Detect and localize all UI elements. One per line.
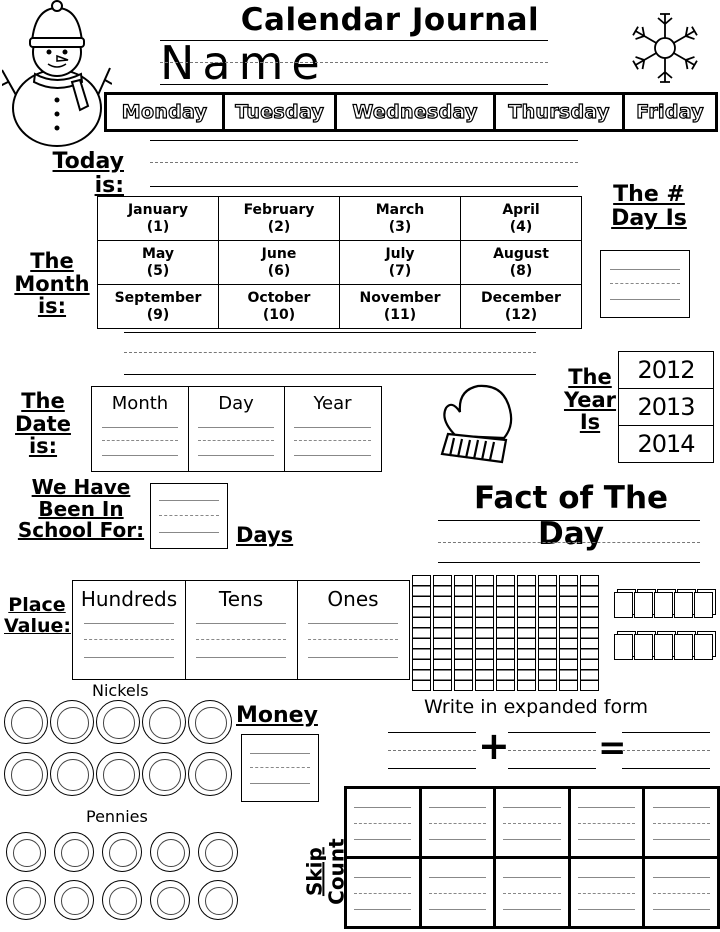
month-name: May bbox=[141, 246, 175, 263]
month-name: December bbox=[481, 290, 561, 307]
plus-sign: + bbox=[478, 724, 510, 768]
nickels-coins bbox=[4, 700, 236, 800]
skip-count-cell[interactable] bbox=[644, 858, 719, 928]
month-cell[interactable] bbox=[461, 241, 582, 285]
skip-count-cell[interactable] bbox=[569, 788, 644, 858]
weekday-monday[interactable]: Monday bbox=[107, 95, 225, 129]
weekday-bar bbox=[104, 92, 718, 132]
date-day-cell[interactable] bbox=[188, 387, 285, 471]
ones-cell[interactable] bbox=[297, 581, 409, 679]
month-cell[interactable] bbox=[219, 197, 340, 241]
month-name: April bbox=[502, 202, 540, 219]
tens-rods bbox=[412, 575, 612, 695]
month-name: March bbox=[375, 202, 425, 219]
weekday-wednesday[interactable]: Wednesday bbox=[337, 95, 495, 129]
date-year-header: Year bbox=[313, 393, 352, 414]
skip-count-cell[interactable] bbox=[495, 788, 570, 858]
days-label: Days bbox=[236, 523, 294, 547]
page-title: Calendar Journal bbox=[240, 2, 540, 38]
number-day-box[interactable] bbox=[600, 250, 690, 318]
month-cell[interactable] bbox=[340, 285, 461, 329]
month-number: (6) bbox=[267, 262, 291, 279]
snowman-illustration bbox=[2, 0, 112, 150]
month-number: (12) bbox=[504, 306, 538, 323]
month-number: (10) bbox=[262, 306, 296, 323]
school-days-label bbox=[14, 477, 148, 542]
year-label bbox=[560, 366, 620, 434]
month-label-line3: is: bbox=[37, 294, 67, 319]
month-name: September bbox=[114, 290, 202, 307]
ones-header: Ones bbox=[327, 587, 379, 611]
year-label-line3: Is bbox=[579, 410, 601, 435]
month-name: August bbox=[493, 246, 549, 263]
month-name: November bbox=[359, 290, 441, 307]
tens-cell[interactable] bbox=[185, 581, 298, 679]
month-cell[interactable] bbox=[340, 197, 461, 241]
number-day-label bbox=[604, 183, 694, 231]
month-cell[interactable] bbox=[219, 241, 340, 285]
skip-count-cell[interactable] bbox=[644, 788, 719, 858]
money-label: Money bbox=[236, 703, 318, 728]
date-day-header: Day bbox=[218, 393, 254, 414]
school-days-label-line2: Been In bbox=[38, 496, 124, 521]
month-cell[interactable] bbox=[461, 197, 582, 241]
date-year-cell[interactable] bbox=[284, 387, 381, 471]
month-number: (8) bbox=[509, 262, 533, 279]
month-number: (2) bbox=[267, 218, 291, 235]
month-label bbox=[14, 250, 90, 318]
skip-count-cell[interactable] bbox=[569, 858, 644, 928]
skip-count-cell[interactable] bbox=[420, 858, 495, 928]
month-table bbox=[97, 196, 582, 329]
pennies-label: Pennies bbox=[86, 807, 148, 826]
month-number: (11) bbox=[383, 306, 417, 323]
number-day-label-line2: Day Is bbox=[611, 205, 687, 231]
month-cell[interactable] bbox=[98, 241, 219, 285]
weekday-thursday[interactable]: Thursday bbox=[496, 95, 626, 129]
date-box bbox=[91, 386, 382, 472]
today-label-line1: Today bbox=[52, 149, 124, 174]
weekday-tuesday[interactable]: Tuesday bbox=[225, 95, 337, 129]
date-label-line3: is: bbox=[28, 434, 58, 459]
name-label: Name bbox=[160, 36, 328, 90]
fact-title: Fact of The Day bbox=[473, 480, 669, 552]
skip-count-cell[interactable] bbox=[420, 788, 495, 858]
place-value-label bbox=[4, 595, 70, 636]
date-month-header: Month bbox=[111, 393, 169, 414]
expanded-form-label: Write in expanded form bbox=[424, 696, 649, 718]
month-cell[interactable] bbox=[98, 197, 219, 241]
month-number: (7) bbox=[388, 262, 412, 279]
school-days-label-line1: We Have bbox=[31, 475, 131, 499]
date-label-line2: Date bbox=[15, 411, 71, 436]
school-days-box[interactable] bbox=[150, 483, 228, 549]
skip-count-cell[interactable] bbox=[346, 858, 421, 928]
month-label-line1: The bbox=[30, 249, 74, 273]
number-day-label-line1: The # bbox=[613, 182, 685, 207]
place-value-label-line2: Value: bbox=[4, 614, 72, 637]
money-box[interactable] bbox=[241, 734, 319, 802]
skip-count-cell[interactable] bbox=[346, 788, 421, 858]
place-value-box bbox=[72, 580, 410, 680]
month-name: October bbox=[247, 290, 311, 307]
month-cell[interactable] bbox=[219, 285, 340, 329]
today-label-line2: is: bbox=[94, 172, 124, 198]
month-number: (9) bbox=[146, 306, 170, 323]
year-option[interactable]: 2014 bbox=[619, 426, 714, 463]
hundreds-header: Hundreds bbox=[80, 587, 178, 611]
skip-count-label: Skip Count bbox=[302, 838, 348, 905]
snowflake-icon bbox=[622, 8, 708, 88]
school-days-label-line3: School For: bbox=[17, 518, 145, 543]
month-number: (5) bbox=[146, 262, 170, 279]
year-option[interactable]: 2012 bbox=[619, 352, 714, 389]
tens-header: Tens bbox=[218, 587, 264, 611]
hundreds-cell[interactable] bbox=[73, 581, 186, 679]
weekday-friday[interactable]: Friday bbox=[636, 101, 704, 123]
equals-sign: = bbox=[598, 728, 627, 768]
month-number: (3) bbox=[388, 218, 412, 235]
month-name: June bbox=[261, 246, 297, 263]
nickels-label: Nickels bbox=[92, 681, 149, 700]
skip-count-grid bbox=[344, 786, 720, 929]
date-label-line1: The bbox=[21, 389, 65, 413]
ones-cubes bbox=[614, 588, 718, 664]
month-cell[interactable] bbox=[98, 285, 219, 329]
year-option[interactable]: 2013 bbox=[619, 389, 714, 426]
skip-count-cell[interactable] bbox=[495, 858, 570, 928]
year-table bbox=[618, 351, 714, 463]
today-label bbox=[40, 150, 124, 198]
month-name: February bbox=[243, 202, 315, 219]
month-label-line2: Month bbox=[14, 271, 90, 296]
year-label-line1: The bbox=[568, 365, 612, 389]
month-number: (4) bbox=[509, 218, 533, 235]
pennies-coins bbox=[6, 832, 238, 924]
mitten-icon bbox=[434, 380, 524, 464]
year-label-line2: Year bbox=[563, 387, 617, 412]
date-month-cell[interactable] bbox=[92, 387, 189, 471]
date-label bbox=[12, 390, 74, 458]
month-cell[interactable] bbox=[340, 241, 461, 285]
month-cell[interactable] bbox=[461, 285, 582, 329]
place-value-label-line1: Place bbox=[8, 594, 66, 616]
month-number: (1) bbox=[146, 218, 170, 235]
month-name: January bbox=[127, 202, 189, 219]
month-name: July bbox=[385, 246, 415, 263]
